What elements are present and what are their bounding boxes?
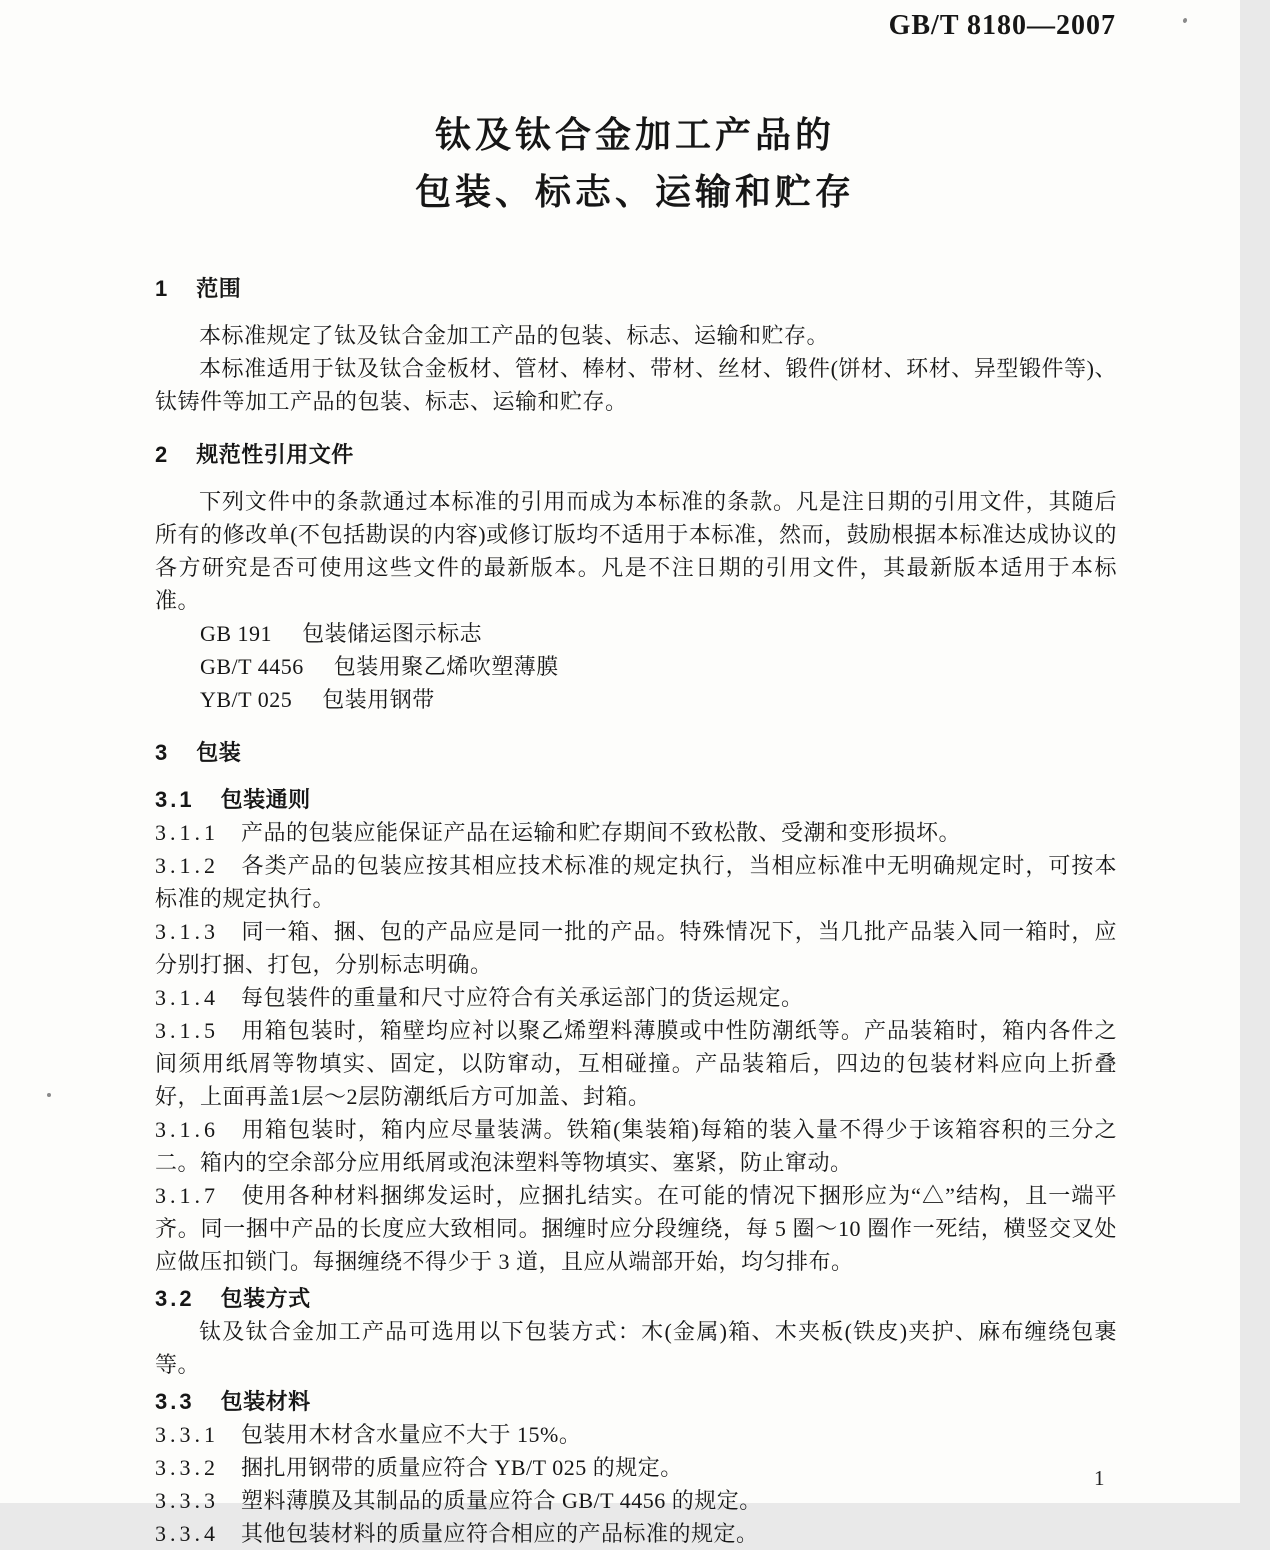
subsection-heading-packaging-materials: 3.3 包装材料 <box>155 1389 311 1414</box>
document-title <box>0 106 1270 220</box>
clause: 3.3.2 捆扎用钢带的质量应符合 YB/T 025 的规定。 <box>155 1455 683 1480</box>
section-heading-scope: 1 范围 <box>155 276 242 301</box>
standard-number: GB/T 8180—2007 <box>888 10 1116 41</box>
paragraph: 本标准规定了钛及钛合金加工产品的包装、标志、运输和贮存。 <box>199 323 830 348</box>
clause: 3.3.1 包装用木材含水量应不大于 15%。 <box>155 1422 582 1447</box>
subsection-heading-packaging-methods: 3.2 包装方式 <box>155 1286 311 1311</box>
clause: 3.1.6 用箱包装时，箱内应尽量装满。铁箱(集装箱)每箱的装入量不得少于该箱容积的三分之二。箱内的空余部分应用纸屑或泡沫塑料等物填实、塞紧，防止窜动。 <box>155 1117 1117 1175</box>
clause: 3.1.5 用箱包装时，箱壁均应衬以聚乙烯塑料薄膜或中性防潮纸等。产品装箱时，箱内各件之间须用纸屑等物填实、固定，以防窜动，互相碰撞。产品装箱后，四边的包装材料应向上折叠好，上面再盖1层～2层防潮纸后方可加盖、封箱。 <box>155 1018 1117 1109</box>
paragraph: 钛及钛合金加工产品可选用以下包装方式：木(金属)箱、木夹板(铁皮)夹护、麻布缠绕包裹等。 <box>155 1319 1117 1377</box>
clause: 3.1.4 每包装件的重量和尺寸应符合有关承运部门的货运规定。 <box>155 985 804 1010</box>
paragraph: 本标准适用于钛及钛合金板材、管材、棒材、带材、丝材、锻件(饼材、环材、异型锻件等)、钛铸件等加工产品的包装、标志、运输和贮存。 <box>155 356 1117 414</box>
scan-artifact-dot <box>47 1093 51 1097</box>
clause: 3.1.2 各类产品的包装应按其相应技术标准的规定执行，当相应标准中无明确规定时，可按本标准的规定执行。 <box>155 853 1117 911</box>
section-heading-normative-references: 2 规范性引用文件 <box>155 442 354 467</box>
reference-item: GB/T 4456 包装用聚乙烯吹塑薄膜 <box>200 654 559 679</box>
reference-item: YB/T 025 包装用钢带 <box>200 687 435 712</box>
paragraph: 下列文件中的条款通过本标准的引用而成为本标准的条款。凡是注日期的引用文件，其随后所有的修改单(不包括勘误的内容)或修订版均不适用于本标准，然而，鼓励根据本标准达成协议的各方研究是否可使用这些文件的最新版本。凡是不注日期的引用文件，其最新版本适用于本标准。 <box>155 489 1117 613</box>
clause: 3.1.1 产品的包装应能保证产品在运输和贮存期间不致松散、受潮和变形损坏。 <box>155 820 962 845</box>
scan-artifact-dot <box>1182 17 1187 23</box>
clause: 3.3.4 其他包装材料的质量应符合相应的产品标准的规定。 <box>155 1521 759 1546</box>
document-title-line2: 包装、标志、运输和贮存 <box>414 171 855 212</box>
section-heading-packaging: 3 包装 <box>155 740 242 765</box>
reference-item: GB 191 包装储运图示标志 <box>200 621 483 646</box>
clause: 3.1.3 同一箱、捆、包的产品应是同一批的产品。特殊情况下，当几批产品装入同一箱时，应分别打捆、打包，分别标志明确。 <box>155 919 1117 977</box>
document-title-line1: 钛及钛合金加工产品的 <box>434 114 835 155</box>
page-number: 1 <box>1094 1466 1105 1490</box>
clause: 3.1.7 使用各种材料捆绑发运时，应捆扎结实。在可能的情况下捆形应为“△”结构，且一端平齐。同一捆中产品的长度应大致相同。捆缠时应分段缠绕，每 5 圈～10 圈作一死结，横竖交叉处应做压扣锁门。每捆缠绕不得少于 3 道，且应从端部开始，均匀排布。 <box>155 1183 1117 1274</box>
document-body <box>155 272 1117 1550</box>
subsection-heading-general-rules: 3.1 包装通则 <box>155 787 311 812</box>
clause: 3.3.3 塑料薄膜及其制品的质量应符合 GB/T 4456 的规定。 <box>155 1488 762 1513</box>
